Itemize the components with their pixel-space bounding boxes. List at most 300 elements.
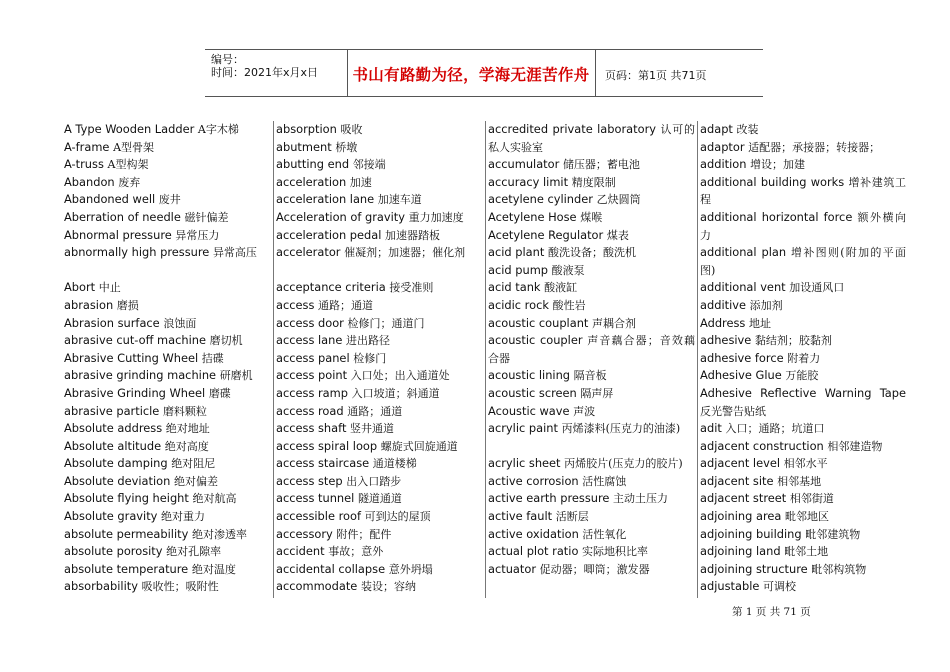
glossary-entry <box>64 315 273 333</box>
glossary-entry <box>64 244 273 262</box>
entry-term: Address <box>700 315 746 330</box>
entry-translation: 附件；配件 <box>336 527 392 541</box>
glossary-entry <box>700 315 908 333</box>
entry-term: acetylene cylinder <box>488 192 593 207</box>
glossary-entry <box>700 367 908 385</box>
entry-translation: 竖井通道 <box>350 422 395 436</box>
entry-term: access lane <box>276 333 343 348</box>
entry-translation: 加速车道 <box>377 193 422 207</box>
entry-term: additive <box>700 297 746 312</box>
glossary-entry <box>64 385 273 403</box>
glossary-entry <box>700 508 908 526</box>
glossary-entry <box>700 543 908 561</box>
glossary-entry <box>276 561 485 579</box>
entry-translation: 声音藕合器；音效藕合器 <box>488 334 695 365</box>
entry-term: acoustic screen <box>488 385 577 400</box>
entry-translation: 异常高压 <box>212 246 257 260</box>
entry-translation: 进出路径 <box>346 334 390 348</box>
entry-translation: 丙烯漆料(压克力的油漆) <box>561 422 681 436</box>
entry-term: addition <box>700 157 747 172</box>
entry-term: access ramp <box>276 385 348 400</box>
entry-translation: 丙烯胶片(压克力的胶片) <box>564 457 683 471</box>
glossary-entry <box>64 121 273 139</box>
entry-term: absorption <box>276 122 337 136</box>
entry-term: access shaft <box>276 421 347 436</box>
entry-term: accredited private laboratory <box>488 122 657 136</box>
entry-term: Adhesive Glue <box>700 368 782 383</box>
document-date: 时间：2021年x月x日 <box>211 66 319 79</box>
entry-term: A Type Wooden Ladder <box>64 122 195 136</box>
entry-term: Absolute deviation <box>64 473 171 488</box>
glossary-entry <box>488 209 697 227</box>
glossary-entry <box>700 297 908 315</box>
glossary-column-1 <box>64 121 273 598</box>
entry-translation: 加设通风口 <box>789 281 845 295</box>
glossary-entry <box>488 244 697 262</box>
entry-term: acid plant <box>488 245 545 260</box>
glossary-entry <box>276 350 485 368</box>
entry-term: Abrasive Grinding Wheel <box>64 385 206 400</box>
entry-translation: 拮碟 <box>201 351 224 365</box>
entry-translation: 增设；加建 <box>750 158 806 172</box>
entry-translation: 研磨机 <box>219 369 253 383</box>
entry-translation: 装设；容纳 <box>360 580 416 594</box>
glossary-entry <box>488 121 697 156</box>
entry-translation: 异常压力 <box>175 228 220 242</box>
glossary-entry <box>64 332 273 350</box>
glossary-entry <box>700 526 908 544</box>
entry-translation: 酸液缸 <box>544 281 578 295</box>
entry-translation: 入口处；出入通道处 <box>350 369 450 383</box>
entry-term: accessible roof <box>276 509 361 524</box>
glossary-entry <box>276 156 485 174</box>
entry-translation: 适配器；承接器；转接器； <box>748 140 881 154</box>
entry-translation: 通路；通道 <box>318 298 374 312</box>
glossary-columns <box>64 121 908 601</box>
glossary-entry <box>276 455 485 473</box>
entry-translation: 绝对渗透率 <box>191 527 247 541</box>
entry-translation: 磨切机 <box>209 334 243 348</box>
glossary-entry <box>700 174 908 209</box>
glossary-entry <box>276 332 485 350</box>
glossary-entry <box>276 139 485 157</box>
entry-term: Absolute gravity <box>64 509 158 524</box>
entry-term: Absolute flying height <box>64 491 189 506</box>
glossary-entry <box>276 473 485 491</box>
entry-translation: 可到达的屋顶 <box>364 510 431 524</box>
glossary-entry <box>488 455 697 473</box>
glossary-entry <box>700 209 908 244</box>
glossary-entry <box>64 543 273 561</box>
entry-term: acoustic couplant <box>488 315 589 330</box>
entry-translation: A型骨架 <box>113 140 155 154</box>
entry-term: adjoining structure <box>700 561 808 576</box>
glossary-entry <box>700 350 908 368</box>
entry-term: acoustic coupler <box>488 333 583 348</box>
entry-term: adapt <box>700 122 733 136</box>
glossary-entry <box>64 420 273 438</box>
entry-term: access panel <box>276 350 350 365</box>
glossary-entry <box>276 297 485 315</box>
entry-term: accelerator <box>276 245 341 260</box>
entry-term: acid tank <box>488 280 541 295</box>
entry-translation: 毗邻地区 <box>785 510 829 524</box>
entry-translation: 隧道通道 <box>357 492 402 506</box>
glossary-entry <box>488 191 697 209</box>
entry-translation: 活性氧化 <box>582 527 627 541</box>
entry-term: Abrasive Cutting Wheel <box>64 350 199 365</box>
entry-term: acrylic paint <box>488 421 558 436</box>
document-code-label: 编号： <box>211 53 244 66</box>
blank-line <box>64 262 273 280</box>
entry-translation: 声耦合剂 <box>592 316 637 330</box>
entry-translation: 相邻建造物 <box>827 439 883 453</box>
entry-translation: 通路；通道 <box>347 404 403 418</box>
entry-translation: 桥墩 <box>335 140 358 154</box>
header-page-cell <box>595 50 763 96</box>
entry-translation: 隔音板 <box>573 369 607 383</box>
entry-translation: 声波 <box>573 404 596 418</box>
glossary-entry <box>276 438 485 456</box>
entry-translation: 活断层 <box>555 510 589 524</box>
glossary-entry <box>64 156 273 174</box>
glossary-entry <box>700 490 908 508</box>
glossary-entry <box>276 191 485 209</box>
glossary-entry <box>64 279 273 297</box>
entry-term: A-frame <box>64 139 110 154</box>
entry-term: Abrasion surface <box>64 315 160 330</box>
glossary-entry <box>276 315 485 333</box>
entry-term: Absolute damping <box>64 456 168 471</box>
entry-translation: 磨损 <box>116 298 139 312</box>
entry-translation: 加速 <box>349 175 372 189</box>
entry-translation: 主动土压力 <box>613 492 669 506</box>
entry-translation: 绝对高度 <box>164 439 209 453</box>
entry-translation: A字木梯 <box>197 123 239 136</box>
glossary-column-3 <box>485 121 697 598</box>
entry-translation: 精度限制 <box>571 175 616 189</box>
entry-translation: 黏结剂；胶黏剂 <box>754 334 832 348</box>
entry-translation: 酸洗设备；酸洗机 <box>547 246 636 260</box>
entry-translation: 催凝剂；加速器；催化剂 <box>344 246 466 260</box>
glossary-entry <box>64 473 273 491</box>
entry-term: active oxidation <box>488 526 579 541</box>
blank-line <box>276 262 485 280</box>
entry-translation: 万能胶 <box>785 369 819 383</box>
entry-term: active corrosion <box>488 473 579 488</box>
entry-translation: 实际地积比率 <box>582 545 649 559</box>
glossary-entry <box>276 578 485 596</box>
glossary-entry <box>700 420 908 438</box>
entry-term: Acetylene Hose <box>488 209 577 224</box>
entry-term: Acoustic wave <box>488 403 570 418</box>
entry-translation: 额外横向力 <box>700 210 906 242</box>
glossary-entry <box>488 262 697 280</box>
entry-translation: 废弃 <box>118 175 141 189</box>
entry-term: acceleration pedal <box>276 227 382 242</box>
entry-translation: 出入口踏步 <box>346 474 402 488</box>
entry-term: accuracy limit <box>488 174 569 189</box>
glossary-entry <box>276 244 485 262</box>
entry-translation: 增补建筑工程 <box>700 175 907 207</box>
glossary-column-4 <box>697 121 908 598</box>
entry-term: accidental collapse <box>276 561 386 576</box>
entry-translation: 酸性岩 <box>552 298 586 312</box>
glossary-entry <box>64 191 273 209</box>
glossary-entry <box>64 350 273 368</box>
entry-translation: 接受准则 <box>389 281 434 295</box>
entry-translation: 绝对偏差 <box>173 474 218 488</box>
entry-term: access step <box>276 473 343 488</box>
entry-term: Abnormal pressure <box>64 227 172 242</box>
glossary-entry <box>64 455 273 473</box>
entry-translation: 地址 <box>749 316 771 330</box>
entry-translation: 入口坡道；斜通道 <box>351 386 440 400</box>
entry-term: adhesive <box>700 333 752 348</box>
glossary-entry <box>700 385 908 420</box>
header-motto-cell <box>347 50 596 96</box>
glossary-column-2 <box>273 121 485 598</box>
entry-translation: 增补图则(附加的平面图) <box>700 246 906 277</box>
glossary-entry <box>488 420 697 438</box>
glossary-entry <box>488 367 697 385</box>
entry-term: abrasion <box>64 297 114 312</box>
entry-translation: 绝对航高 <box>192 492 237 506</box>
glossary-entry <box>64 367 273 385</box>
glossary-entry <box>276 508 485 526</box>
glossary-entry <box>488 174 697 192</box>
entry-term: adhesive force <box>700 350 784 365</box>
glossary-entry <box>64 139 273 157</box>
entry-term: acoustic lining <box>488 368 571 383</box>
entry-translation: 毗邻建筑物 <box>805 527 861 541</box>
entry-translation: 事故；意外 <box>328 545 384 559</box>
entry-translation: 煤表 <box>606 228 629 242</box>
entry-term: adjacent level <box>700 456 781 471</box>
entry-term: Acetylene Regulator <box>488 227 604 242</box>
entry-translation: 乙炔圆筒 <box>596 193 641 207</box>
entry-term: Abandon <box>64 174 115 189</box>
glossary-entry <box>276 279 485 297</box>
glossary-entry <box>700 561 908 579</box>
entry-term: accessory <box>276 526 333 541</box>
glossary-entry <box>64 508 273 526</box>
entry-translation: 磁针偏差 <box>184 210 229 224</box>
entry-translation: 反光警告贴纸 <box>700 404 766 418</box>
entry-term: adjacent street <box>700 491 787 506</box>
entry-term: additional horizontal force <box>700 209 853 224</box>
entry-term: additional vent <box>700 280 786 295</box>
entry-term: access point <box>276 368 348 383</box>
entry-translation: 改装 <box>736 123 759 136</box>
glossary-entry <box>488 332 697 367</box>
glossary-entry <box>700 279 908 297</box>
entry-term: Aberration of needle <box>64 209 181 224</box>
entry-translation: A型构架 <box>107 158 149 172</box>
entry-term: abutting end <box>276 157 350 172</box>
header-motto: 书山有路勤为径，学海无涯苦作舟 <box>352 66 590 84</box>
entry-translation: 意外坍塌 <box>388 562 433 576</box>
entry-translation: 磨碟 <box>208 386 231 400</box>
glossary-entry <box>488 297 697 315</box>
glossary-entry <box>488 279 697 297</box>
page-header <box>205 49 763 97</box>
glossary-entry <box>64 490 273 508</box>
entry-term: access road <box>276 403 344 418</box>
entry-translation: 绝对温度 <box>191 562 236 576</box>
entry-translation: 活性腐蚀 <box>582 474 627 488</box>
entry-translation: 认可的私人实验室 <box>488 123 696 154</box>
entry-translation: 添加剂 <box>749 298 783 312</box>
entry-translation: 检修门；通道门 <box>347 316 425 330</box>
entry-translation: 中止 <box>98 281 121 295</box>
glossary-entry <box>64 174 273 192</box>
entry-translation: 重力加速度 <box>408 210 464 224</box>
entry-term: access <box>276 297 315 312</box>
glossary-entry <box>64 438 273 456</box>
glossary-entry <box>276 420 485 438</box>
glossary-entry <box>488 526 697 544</box>
header-meta-cell <box>205 50 348 96</box>
entry-translation: 相邻水平 <box>783 457 828 471</box>
glossary-entry <box>64 561 273 579</box>
glossary-entry <box>64 297 273 315</box>
entry-translation: 邻接端 <box>352 158 386 172</box>
glossary-entry <box>700 438 908 456</box>
entry-term: accident <box>276 544 325 559</box>
glossary-entry <box>64 578 273 596</box>
entry-translation: 绝对重力 <box>161 510 206 524</box>
entry-term: adjustable <box>700 579 760 594</box>
entry-term: Acceleration of gravity <box>276 209 406 224</box>
entry-term: abnormally high pressure <box>64 245 210 260</box>
entry-translation: 检修门 <box>353 351 387 365</box>
glossary-entry <box>488 490 697 508</box>
entry-term: acceleration lane <box>276 192 375 207</box>
entry-term: additional building works <box>700 174 845 189</box>
entry-term: acid pump <box>488 262 549 277</box>
entry-translation: 通道楼梯 <box>372 457 417 471</box>
entry-translation: 储压器；蓄电池 <box>562 158 640 172</box>
entry-term: access tunnel <box>276 491 355 506</box>
entry-term: active earth pressure <box>488 491 610 506</box>
glossary-entry <box>64 227 273 245</box>
entry-term: Abandoned well <box>64 192 156 207</box>
entry-term: acceleration <box>276 174 347 189</box>
glossary-entry <box>488 227 697 245</box>
entry-term: adjoining area <box>700 509 782 524</box>
glossary-entry <box>488 403 697 421</box>
blank-line <box>488 438 697 456</box>
entry-translation: 浪蚀面 <box>163 316 197 330</box>
glossary-entry <box>700 156 908 174</box>
glossary-entry <box>276 121 485 139</box>
glossary-entry <box>488 561 697 579</box>
entry-term: actual plot ratio <box>488 544 579 559</box>
glossary-entry <box>700 332 908 350</box>
glossary-entry <box>276 526 485 544</box>
glossary-entry <box>488 156 697 174</box>
entry-term: actuator <box>488 561 537 576</box>
entry-term: abrasive grinding machine <box>64 368 217 383</box>
entry-term: additional plan <box>700 245 787 260</box>
glossary-entry <box>700 578 908 596</box>
entry-term: acceptance criteria <box>276 280 386 295</box>
entry-term: absorbability <box>64 579 138 594</box>
entry-translation: 可调校 <box>763 580 797 594</box>
entry-term: absolute temperature <box>64 561 189 576</box>
entry-term: abutment <box>276 139 332 154</box>
entry-term: adjacent construction <box>700 438 824 453</box>
glossary-entry <box>64 403 273 421</box>
entry-term: accumulator <box>488 157 560 172</box>
entry-translation: 毗邻构筑物 <box>811 562 867 576</box>
glossary-entry <box>488 315 697 333</box>
glossary-entry <box>276 174 485 192</box>
entry-term: acrylic sheet <box>488 456 561 471</box>
glossary-entry <box>64 526 273 544</box>
entry-translation: 毗邻土地 <box>784 545 829 559</box>
entry-translation: 隔声屏 <box>580 386 614 400</box>
glossary-entry <box>276 367 485 385</box>
entry-term: adjoining building <box>700 526 802 541</box>
entry-translation: 煤喉 <box>580 210 603 224</box>
glossary-entry <box>276 403 485 421</box>
entry-translation: 废井 <box>158 193 181 207</box>
entry-term: active fault <box>488 509 553 524</box>
entry-translation: 附着力 <box>787 351 821 365</box>
glossary-entry <box>488 543 697 561</box>
glossary-entry <box>276 490 485 508</box>
glossary-entry <box>488 508 697 526</box>
entry-translation: 入口；通路；坑道口 <box>725 422 825 436</box>
entry-term: adjacent site <box>700 473 774 488</box>
entry-term: absolute permeability <box>64 526 189 541</box>
entry-term: adjoining land <box>700 544 781 559</box>
entry-term: Absolute altitude <box>64 438 162 453</box>
entry-term: abrasive particle <box>64 403 160 418</box>
entry-translation: 磨料颗粒 <box>162 404 207 418</box>
entry-term: access door <box>276 315 344 330</box>
entry-term: absolute porosity <box>64 544 163 559</box>
entry-translation: 促动器；唧筒；激发器 <box>539 562 650 576</box>
entry-term: acidic rock <box>488 297 549 312</box>
entry-translation: 酸液泵 <box>551 263 585 277</box>
header-page-info: 页码：第1页 共71页 <box>605 69 707 82</box>
entry-translation: 绝对阻尼 <box>171 457 216 471</box>
glossary-entry <box>276 543 485 561</box>
entry-translation: 绝对地址 <box>165 422 210 436</box>
entry-translation: 绝对孔隙率 <box>166 545 222 559</box>
entry-term: adaptor <box>700 139 745 154</box>
glossary-entry <box>276 209 485 227</box>
entry-term: access spiral loop <box>276 438 378 453</box>
page-footer: 第 1 页 共 71 页 <box>732 606 811 618</box>
glossary-entry <box>700 244 908 279</box>
glossary-entry <box>488 473 697 491</box>
glossary-entry <box>700 139 908 157</box>
entry-translation: 相邻街道 <box>789 492 834 506</box>
entry-term: accommodate <box>276 579 358 594</box>
glossary-entry <box>488 385 697 403</box>
entry-term: Abort <box>64 280 96 295</box>
entry-translation: 相邻基地 <box>777 474 822 488</box>
entry-translation: 加速器踏板 <box>385 228 441 242</box>
entry-term: abrasive cut-off machine <box>64 333 206 348</box>
glossary-entry <box>700 473 908 491</box>
glossary-entry <box>700 455 908 473</box>
glossary-entry <box>64 209 273 227</box>
